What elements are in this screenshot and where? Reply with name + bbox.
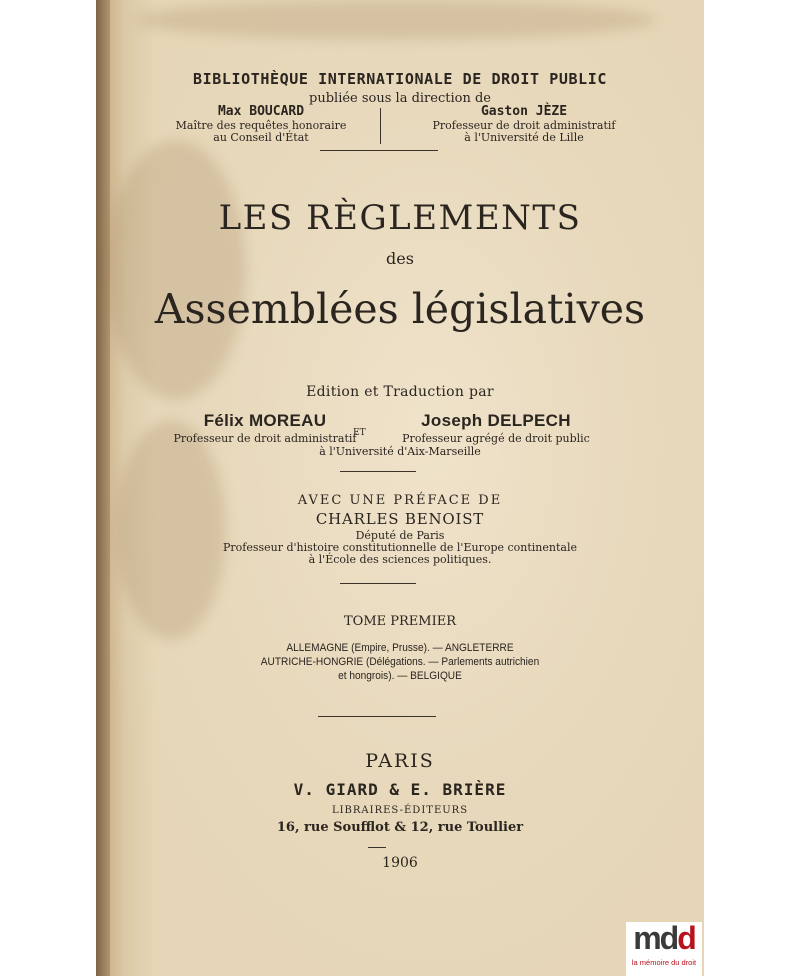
mdd-logo-tagline: la mémoire du droit xyxy=(631,958,697,967)
director-left xyxy=(156,104,366,144)
director-affiliation: à l'Université de Lille xyxy=(464,131,584,144)
imprint-publisher: V. GIARD & E. BRIÈRE xyxy=(293,780,507,799)
mdd-logo xyxy=(626,922,702,976)
preface-author-line: Professeur d'histoire constitutionnelle de l'Europe continentale xyxy=(222,541,577,554)
volume-label: TOME PREMIER xyxy=(343,614,456,629)
title-page-text xyxy=(96,0,704,976)
volume-contents-line: AUTRICHE-HONGRIE (Délégations. — Parlements autrichien xyxy=(260,656,540,668)
edition-label: Edition et Traduction par xyxy=(306,384,494,400)
preface-label: AVEC UNE PRÉFACE DE xyxy=(297,493,503,508)
book-title-main: LES RÈGLEMENTS xyxy=(218,198,582,238)
volume-contents-line: ALLEMAGNE (Empire, Prusse). — ANGLETERRE xyxy=(286,642,514,654)
author-name: Joseph DELPECH xyxy=(421,411,571,430)
director-name: Max BOUCARD xyxy=(217,104,305,119)
author-conjunction: ET xyxy=(353,428,366,438)
author-university: à l'Université d'Aix-Marseille xyxy=(319,445,481,458)
author-left xyxy=(170,410,360,445)
book-title-connector: des xyxy=(386,249,414,268)
director-divider xyxy=(380,108,381,144)
preface-author: CHARLES BENOIST xyxy=(315,510,485,528)
director-affiliation: au Conseil d'État xyxy=(213,131,309,144)
series-direction: publiée sous la direction de xyxy=(309,91,491,106)
director-right xyxy=(404,104,644,144)
divider-rule xyxy=(318,716,436,717)
volume-contents-line: et hongrois). — BELGIQUE xyxy=(338,670,462,682)
director-title: Maître des requêtes honoraire xyxy=(175,119,347,132)
series-title: BIBLIOTHÈQUE INTERNATIONALE DE DROIT PUBLIC xyxy=(192,70,608,88)
author-role: Professeur de droit administratif xyxy=(173,432,357,445)
divider-rule xyxy=(340,583,416,584)
preface-author-line: à l'École des sciences politiques. xyxy=(308,553,492,566)
imprint-role: LIBRAIRES-ÉDITEURS xyxy=(331,805,469,816)
director-name: Gaston JÈZE xyxy=(480,104,568,119)
divider-rule xyxy=(340,471,416,472)
book-title-sub: Assemblées législatives xyxy=(154,285,646,333)
preface-author-line: Député de Paris xyxy=(355,529,445,542)
director-title: Professeur de droit administratif xyxy=(432,119,616,132)
imprint-city: PARIS xyxy=(365,750,435,772)
imprint-year: 1906 xyxy=(382,855,418,871)
author-right xyxy=(396,410,596,445)
imprint-address: 16, rue Soufflot & 12, rue Toullier xyxy=(276,820,524,835)
divider-rule xyxy=(368,847,386,848)
author-name: Félix MOREAU xyxy=(203,411,327,430)
mdd-logo-mark: mdd xyxy=(633,920,695,956)
divider-rule xyxy=(320,150,438,151)
author-role: Professeur agrégé de droit public xyxy=(402,432,590,445)
